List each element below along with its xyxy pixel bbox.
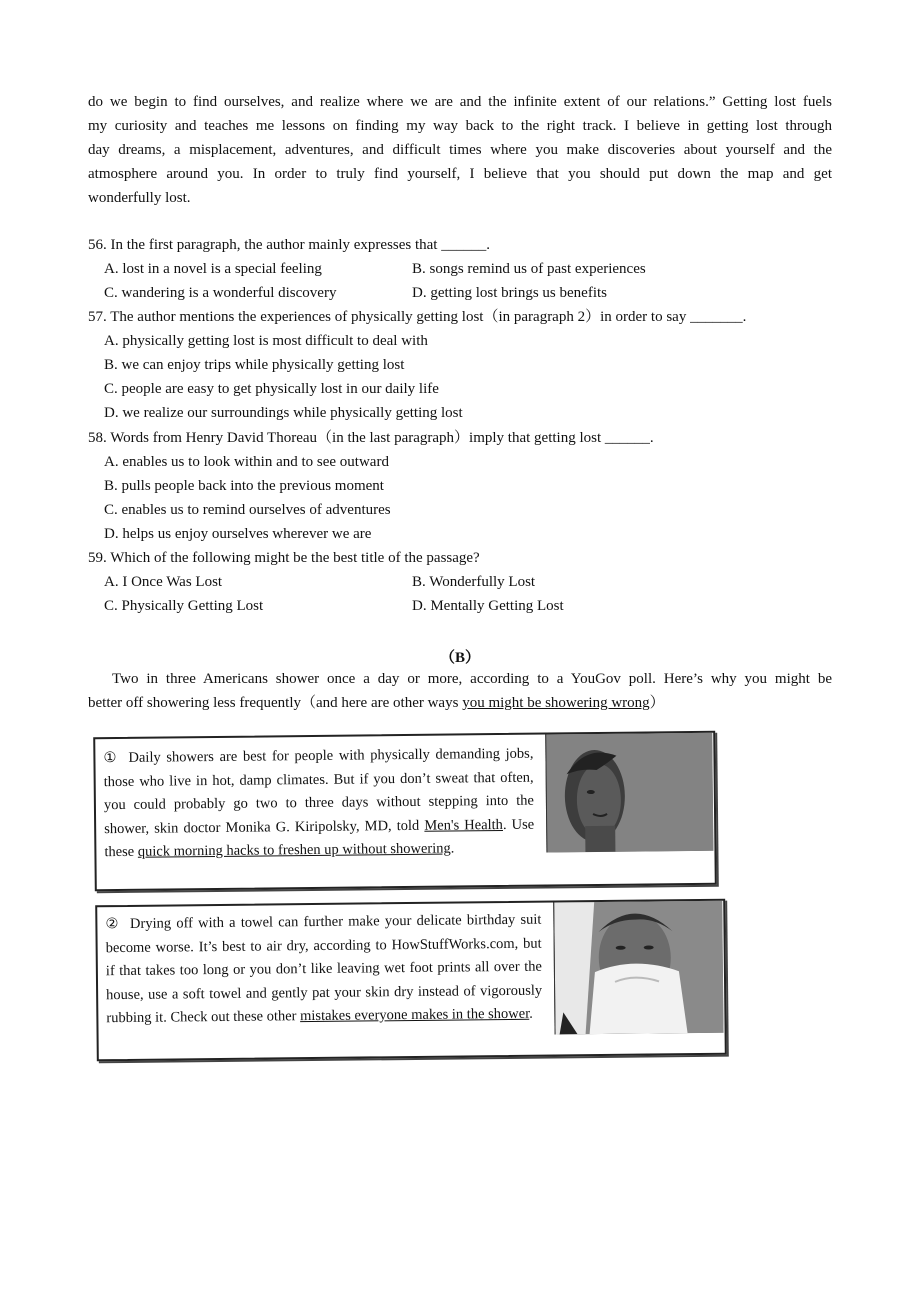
tip-number: ② xyxy=(105,916,121,933)
passage-line: do we begin to find ourselves, and realize where we are and the infinite extent of our relations.” Getting lost fuels xyxy=(88,94,832,110)
question-56-stem: 56. In the first paragraph, the author mainly expresses that ______. xyxy=(88,237,490,253)
question-59-option-d: D. Mentally Getting Lost xyxy=(412,598,564,614)
showering-wrong-link[interactable]: you might be showering wrong xyxy=(462,695,650,711)
section-b-title: （B） xyxy=(439,650,480,666)
tip-text: . xyxy=(450,840,455,857)
question-59-option-b: B. Wonderfully Lost xyxy=(412,574,536,590)
tip-text: . Use these xyxy=(104,816,535,861)
tip-number: ① xyxy=(103,749,119,767)
tip-text: Daily showers are best for people with physically demanding jobs, those who live in hot, damp climates. But if you don’t sweat that often, you could probably go two to three days without stepping into the shower, skin doctor Monika G. Kiripolsky, MD, told xyxy=(103,745,534,837)
morning-hacks-link[interactable]: quick morning hacks to freshen up without showering xyxy=(137,840,451,860)
question-58-option-b: B. pulls people back into the previous moment xyxy=(104,478,384,494)
question-59-stem: 59. Which of the following might be the best title of the passage? xyxy=(88,550,480,566)
intro-text: better off showering less frequently（and here are other ways xyxy=(88,695,463,711)
question-56-option-c: C. wandering is a wonderful discovery xyxy=(104,285,337,301)
tip-text: . xyxy=(529,1005,533,1022)
intro-text: ） xyxy=(649,695,665,711)
tip-box-2 xyxy=(95,899,727,1062)
question-57-option-a: A. physically getting lost is most difficult to deal with xyxy=(104,333,428,349)
passage-line: atmosphere around you. In order to truly find yourself, I believe that you should put down the map and get xyxy=(88,166,832,182)
question-59-option-a: A. I Once Was Lost xyxy=(104,574,223,590)
question-56-option-b: B. songs remind us of past experiences xyxy=(412,261,646,277)
passage-line: day dreams, a misplacement, adventures, and difficult times where you make discoveries about yourself and the xyxy=(88,142,832,158)
passage-line: my curiosity and teaches me lessons on finding my way back to the right track. I believe in getting lost through xyxy=(88,118,832,134)
woman-towel-illustration xyxy=(554,901,723,1035)
passage-line: wonderfully lost. xyxy=(88,190,191,206)
mens-health-link[interactable]: Men's Health xyxy=(424,816,503,834)
question-57-option-b: B. we can enjoy trips while physically getting lost xyxy=(104,357,405,373)
tip-box-1 xyxy=(93,731,717,892)
woman-towel-photo xyxy=(553,901,723,1035)
question-58-stem: 58. Words from Henry David Thoreau（in the last paragraph）imply that getting lost ______. xyxy=(88,430,654,446)
section-b-intro xyxy=(88,667,832,715)
shower-mistakes-link[interactable]: mistakes everyone makes in the shower xyxy=(299,1005,530,1025)
question-58-option-c: C. enables us to remind ourselves of adventures xyxy=(104,502,391,518)
question-57-option-c: C. people are easy to get physically lost in our daily life xyxy=(104,381,439,397)
tip-box-2-text xyxy=(105,909,542,1031)
man-face-illustration xyxy=(546,733,713,853)
question-56-option-a: A. lost in a novel is a special feeling xyxy=(104,261,322,277)
question-59-option-c: C. Physically Getting Lost xyxy=(104,598,264,614)
tip-box-1-text xyxy=(103,743,534,865)
man-sweating-photo xyxy=(545,733,713,853)
intro-line xyxy=(88,691,832,715)
intro-line: Two in three Americans shower once a day or more, according to a YouGov poll. Here’s why you might be xyxy=(112,671,832,687)
question-56-option-d: D. getting lost brings us benefits xyxy=(412,285,607,301)
passage-a-ending xyxy=(88,90,832,210)
question-57-option-d: D. we realize our surroundings while physically getting lost xyxy=(104,405,463,421)
question-58-option-a: A. enables us to look within and to see outward xyxy=(104,454,389,470)
question-57-stem: 57. The author mentions the experiences of physically getting lost（in paragraph 2）in order to say _______. xyxy=(88,309,747,325)
tip-text: Drying off with a towel can further make your delicate birthday suit become worse. It’s best to air dry, according to HowStuffWorks.com, but if that takes too long or you don’t like leaving wet foot prints all over the house, use a soft towel and gently pat your skin dry instead of vigorously rubbing it. Check out these other xyxy=(105,911,543,1027)
question-58-option-d: D. helps us enjoy ourselves wherever we are xyxy=(104,526,372,542)
